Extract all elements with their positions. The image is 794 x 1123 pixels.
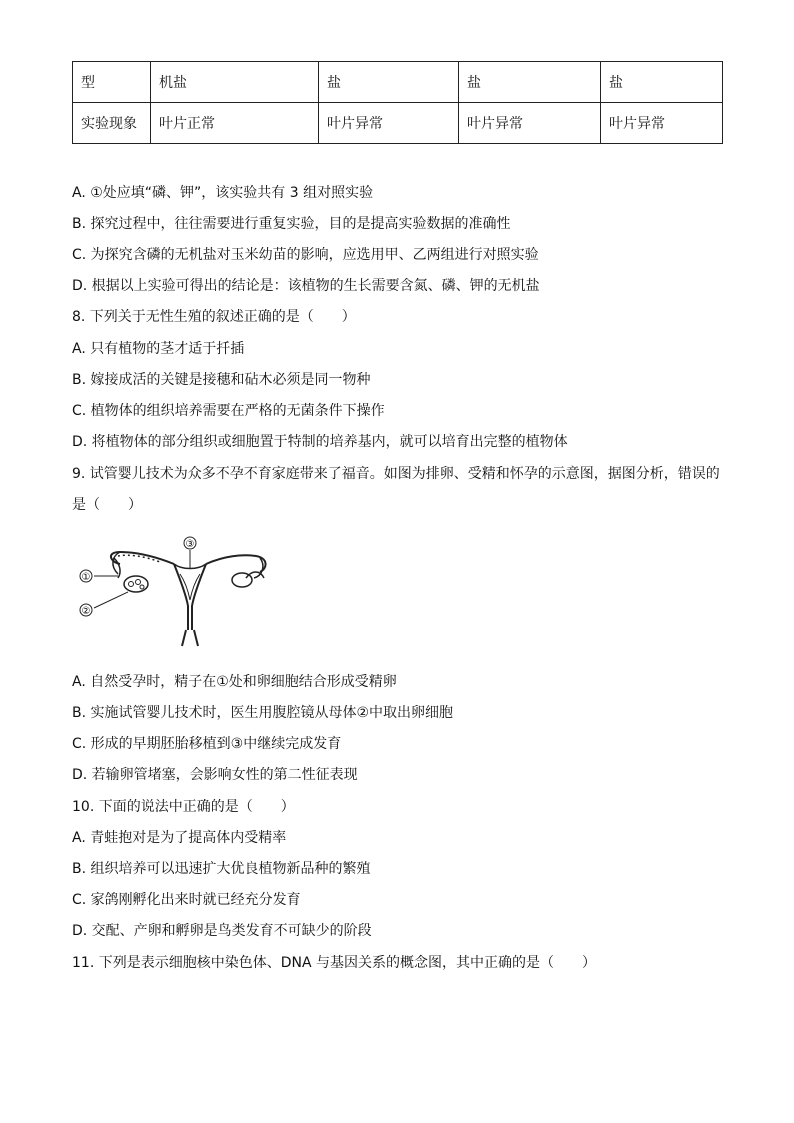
q9-option-d: D. 若输卵管堵塞，会影响女性的第二性征表现 (72, 767, 358, 783)
table-cell: 叶片异常 (459, 103, 601, 144)
reproductive-system-diagram (74, 534, 274, 649)
q8-option-c: C. 植物体的组织培养需要在严格的无菌条件下操作 (72, 403, 385, 419)
table-cell: 叶片正常 (151, 103, 319, 144)
q10-option-d: D. 交配、产卵和孵卵是鸟类发育不可缺少的阶段 (72, 923, 372, 939)
label-3: ③ (185, 539, 195, 550)
table-cell: 叶片异常 (601, 103, 723, 144)
q11-stem: 11. 下列是表示细胞核中染色体、DNA 与基因关系的概念图，其中正确的是（ ） (72, 955, 596, 971)
q8-option-a: A. 只有植物的茎才适于扦插 (72, 341, 245, 357)
q10-option-c: C. 家鸽刚孵化出来时就已经充分发育 (72, 892, 301, 908)
table-cell: 机盐 (151, 62, 319, 103)
left-oviduct (111, 552, 174, 564)
experiment-table (72, 61, 723, 144)
q10-option-a: A. 青蛙抱对是为了提高体内受精率 (72, 830, 287, 846)
table-cell: 实验现象 (73, 103, 151, 144)
q9-option-b: B. 实施试管婴儿技术时，医生用腹腔镜从母体②中取出卵细胞 (72, 705, 454, 721)
q7-option-d: D. 根据以上实验可得出的结论是：该植物的生长需要含氮、磷、钾的无机盐 (72, 278, 540, 294)
q9-option-a: A. 自然受孕时，精子在①处和卵细胞结合形成受精卵 (72, 674, 397, 690)
table-cell: 盐 (319, 62, 459, 103)
label-2: ② (81, 606, 91, 617)
table-cell: 型 (73, 62, 151, 103)
uterus (174, 564, 206, 630)
label-1: ① (81, 572, 91, 583)
q7-option-a: A. ①处应填“磷、钾”，该实验共有 3 组对照实验 (72, 185, 374, 201)
table-row (73, 62, 723, 103)
q9-stem-line1: 9. 试管婴儿技术为众多不孕不育家庭带来了福音。如图为排卵、受精和怀孕的示意图，据图分析，错误的 (72, 466, 720, 482)
q9-stem-line2: 是（ ） (72, 497, 142, 513)
q7-option-b: B. 探究过程中，往往需要进行重复实验，目的是提高实验数据的准确性 (72, 216, 511, 232)
q7-option-c: C. 为探究含磷的无机盐对玉米幼苗的影响，应选用甲、乙两组进行对照实验 (72, 247, 539, 263)
q8-stem: 8. 下列关于无性生殖的叙述正确的是（ ） (72, 309, 356, 325)
right-oviduct (206, 555, 266, 572)
q9-option-c: C. 形成的早期胚胎移植到③中继续完成发育 (72, 736, 342, 752)
table-cell: 盐 (459, 62, 601, 103)
vagina (182, 630, 198, 646)
table-cell: 盐 (601, 62, 723, 103)
right-ovary (232, 573, 252, 587)
q8-option-d: D. 将植物体的部分组织或细胞置于特制的培养基内，就可以培育出完整的植物体 (72, 434, 568, 450)
table-row (73, 103, 723, 144)
q8-option-b: B. 嫁接成活的关键是接穗和砧木必须是同一物种 (72, 372, 371, 388)
q10-stem: 10. 下面的说法中正确的是（ ） (72, 799, 295, 815)
q10-option-b: B. 组织培养可以迅速扩大优良植物新品种的繁殖 (72, 861, 371, 877)
table-cell: 叶片异常 (319, 103, 459, 144)
